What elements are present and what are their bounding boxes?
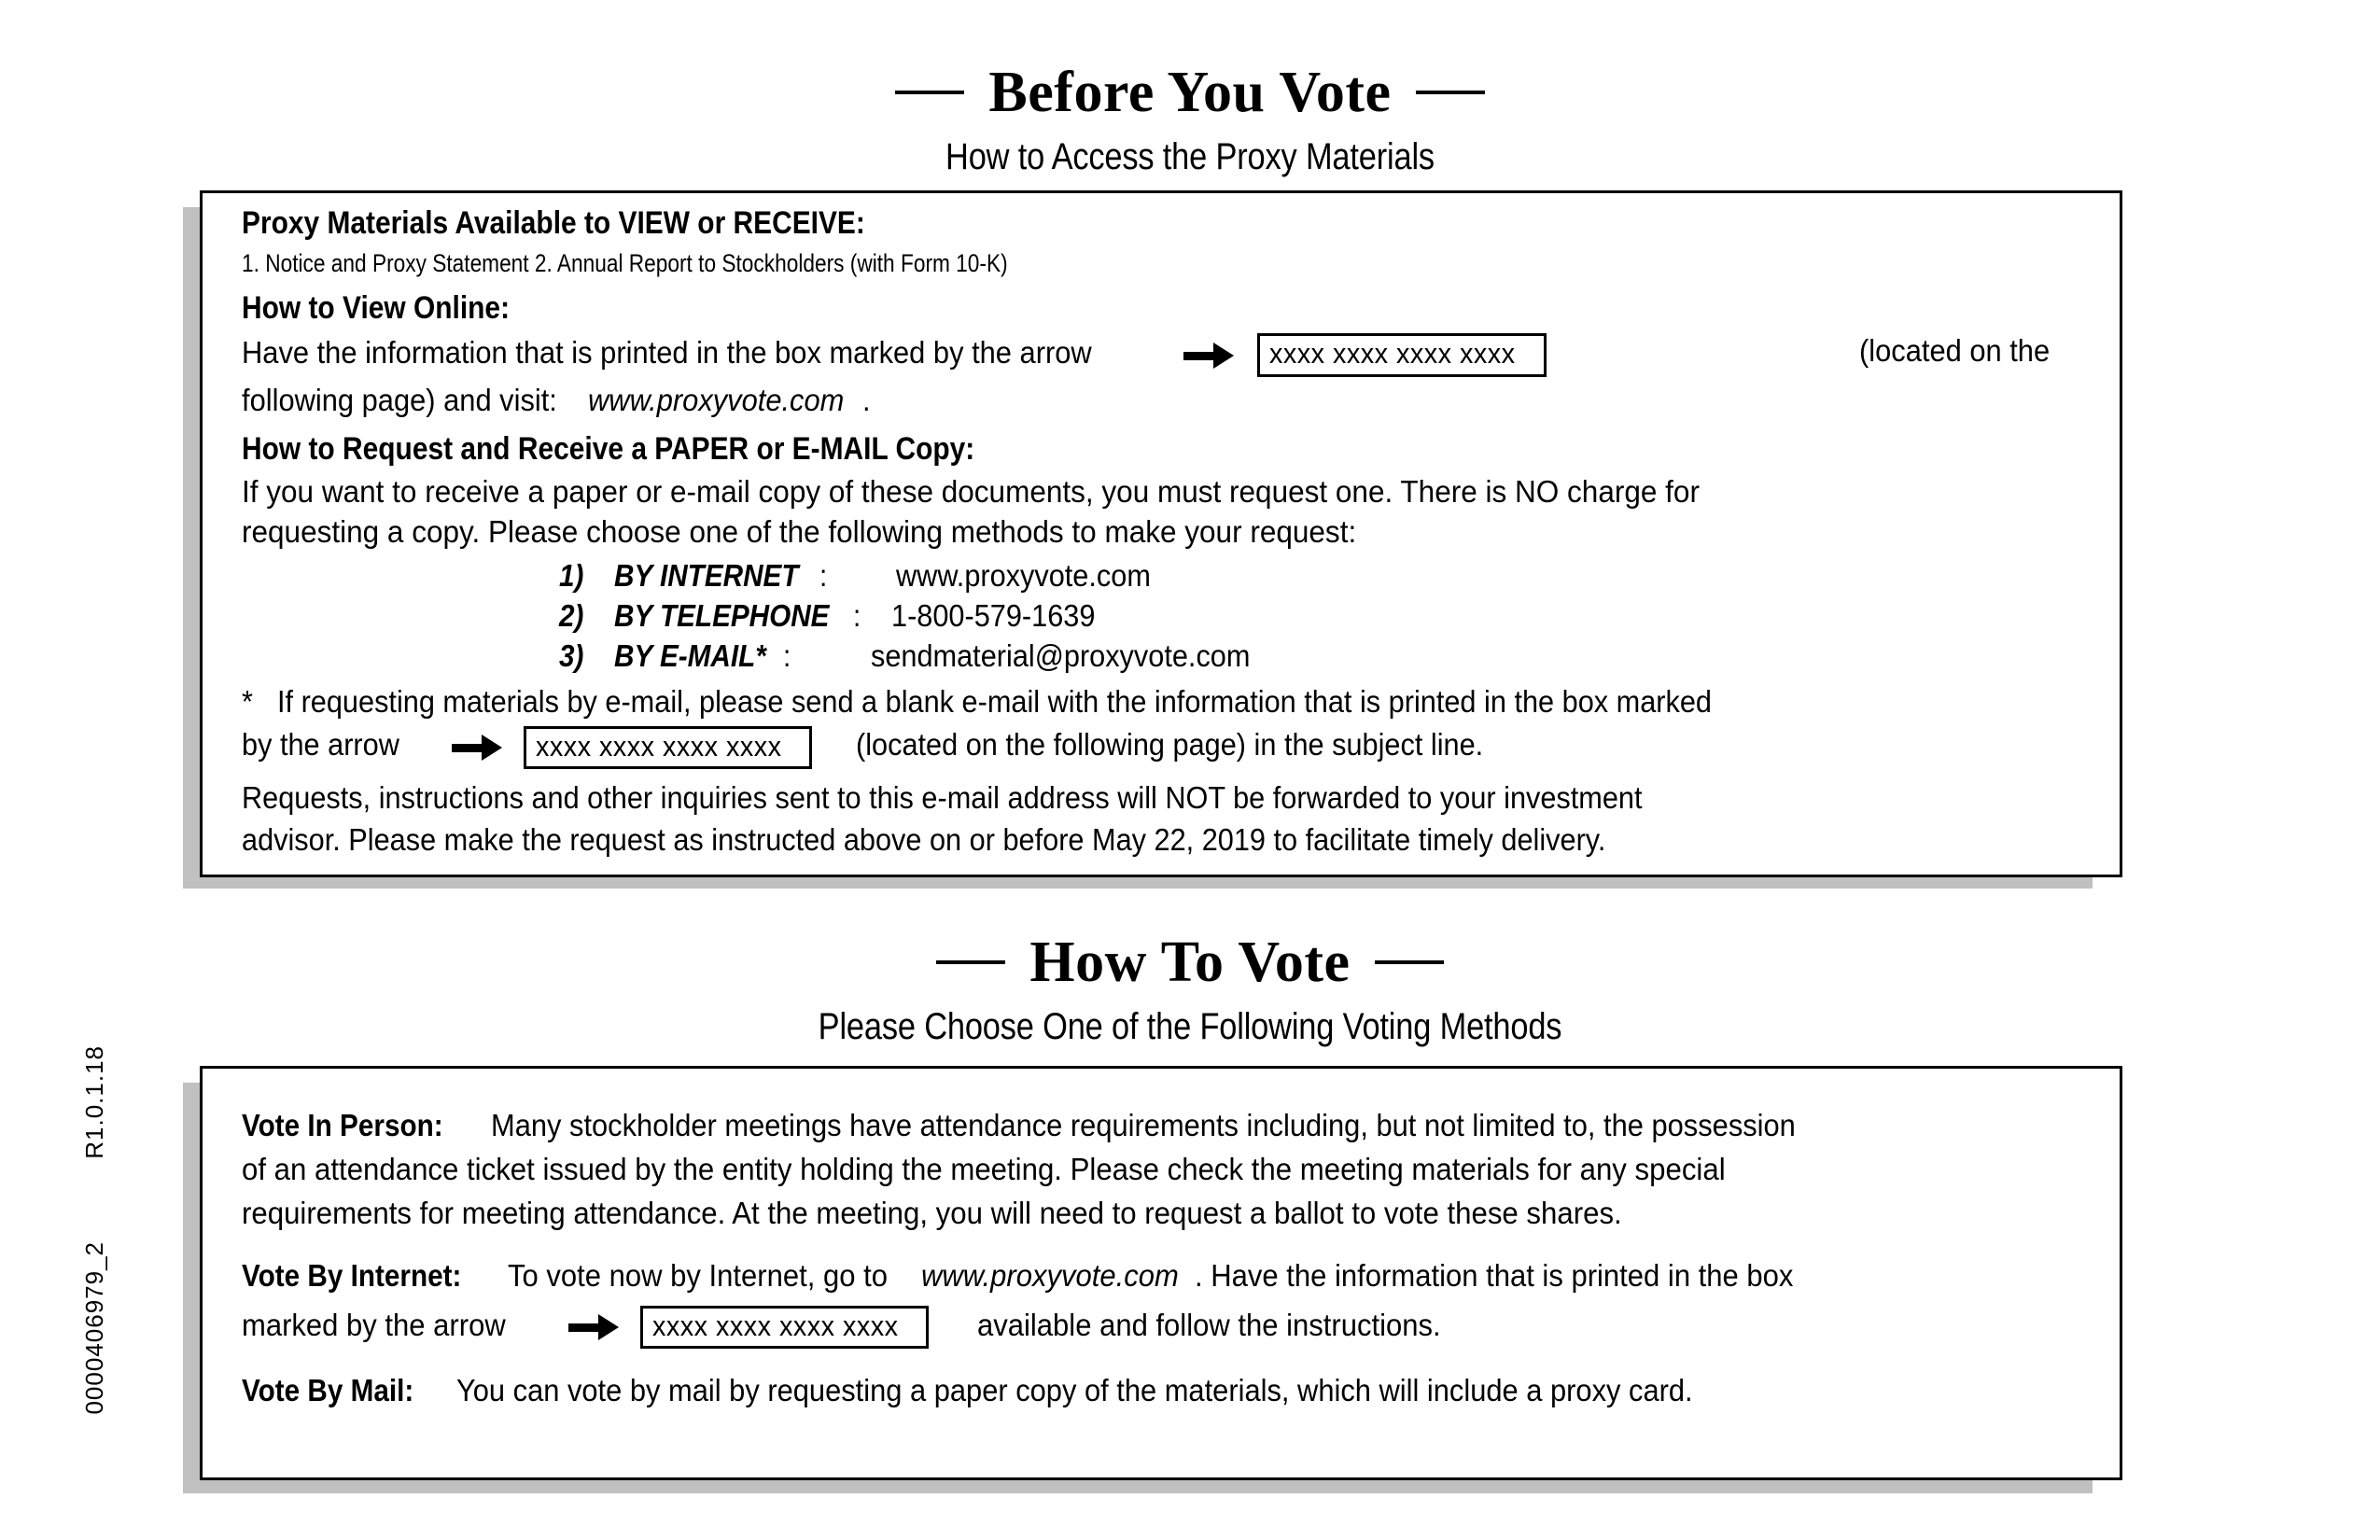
vote-by-internet-line-1-suffix: . Have the information that is printed in the box [1195,1257,1794,1293]
view-online-heading: How to View Online: [242,290,511,327]
vote-in-person-line-1: Many stockholder meetings have attendance requirements including, but not limited to, the possession [490,1108,1796,1142]
vote-by-internet-line-2-suffix: available and follow the instructions. [976,1307,1441,1342]
available-items: 1. Notice and Proxy Statement 2. Annual Report to Stockholders (with Form 10-K) [242,249,1008,278]
control-number-box-email: xxxx xxxx xxxx xxxx [524,726,812,769]
title-rule-left [936,960,1005,964]
footnote-line-2-suffix: (located on the following page) in the subject line. [856,727,1484,763]
title-rule-left [895,91,964,94]
closing-line-1: Requests, instructions and other inquiries sent to this e-mail address will NOT be forwarded to your investment [242,779,1643,815]
document-serial-code: 0000406979_2 [80,1241,108,1415]
proxyvote-url-by-internet[interactable]: www.proxyvote.com [920,1257,1179,1293]
right-arrow-icon [568,1313,619,1341]
view-online-line2-suffix: . [861,382,871,417]
method-row [559,598,2095,635]
title-rule-right [1416,91,1485,94]
view-online-line2-prefix: following page) and visit: [242,382,557,417]
proxy-materials-box [200,190,2122,877]
closing-line-2: advisor. Please make the request as instructed above on or before May 22, 2019 to facilitate timely delivery. [242,821,1606,857]
view-online-line1-suffix: (located on the [1858,333,2050,369]
voting-methods-box [200,1066,2122,1480]
request-methods-list [559,558,2095,675]
method-colon: : [853,597,861,633]
before-you-vote-title [0,61,2380,124]
vote-in-person-line-2: of an attendance ticket issued by the entity holding the meeting. Please check the meeting materials for any special [242,1151,1726,1186]
footnote-marker: * [242,683,253,719]
method-number: 3) [559,637,584,673]
method-label: BY TELEPHONE [614,597,830,633]
vote-by-internet-label: Vote By Internet: [242,1257,462,1293]
method-number: 2) [559,597,584,633]
method-row [559,558,2095,595]
footnote-line-2-prefix: by the arrow [242,727,399,763]
how-to-vote-subtitle: Please Choose One of the Following Voting Methods [818,1006,1562,1047]
vote-in-person-line-3: requirements for meeting attendance. At the meeting, you will need to request a ballot to vote these shares. [242,1195,1622,1230]
vote-by-internet-line-2-prefix: marked by the arrow [242,1307,506,1342]
vote-by-mail-text: You can vote by mail by requesting a paper copy of the materials, which will include a proxy card. [455,1372,1693,1407]
title-rule-right [1375,960,1444,964]
document-revision-code: R1.0.1.18 [80,1045,108,1159]
before-you-vote-title-text: Before You Vote [988,61,1392,124]
method-colon: : [783,637,791,673]
method-row [559,638,2095,675]
view-online-line1-text: Have the information that is printed in the box marked by the arrow [242,335,1092,371]
control-number-box-by-internet: xxxx xxxx xxxx xxxx [640,1306,929,1349]
vote-by-internet-block [242,1258,2095,1349]
control-number-box-view-online: xxxx xxxx xxxx xxxx [1257,333,1546,376]
method-number: 1) [559,557,584,593]
vote-in-person-block [242,1108,2095,1232]
right-arrow-icon [452,734,502,762]
vote-by-mail-block [242,1373,2095,1409]
request-heading: How to Request and Receive a PAPER or E-MAIL Copy: [242,430,975,467]
request-line-1: If you want to receive a paper or e-mail copy of these documents, you must request one. There is NO charge for [242,473,1700,509]
vote-by-internet-line-1-prefix: To vote now by Internet, go to [507,1257,888,1293]
footnote-line-1: If requesting materials by e-mail, please send a blank e-mail with the information that is printed in the box marked [277,683,1713,719]
how-to-vote-title-text: How To Vote [1029,931,1351,994]
right-arrow-icon [1183,342,1234,370]
method-label: BY E-MAIL* [614,637,766,673]
method-label: BY INTERNET [614,557,799,593]
method-value-internet[interactable]: www.proxyvote.com [895,557,1151,593]
method-value-telephone[interactable]: 1-800-579-1639 [890,597,1096,633]
method-colon: : [819,557,827,593]
available-heading: Proxy Materials Available to VIEW or RECEIVE: [242,205,865,241]
vote-by-mail-label: Vote By Mail: [242,1372,414,1407]
method-value-email[interactable]: sendmaterial@proxyvote.com [871,637,1251,673]
how-to-vote-title [0,931,2380,994]
proxyvote-url-view-online[interactable]: www.proxyvote.com [588,382,845,417]
request-line-2: requesting a copy. Please choose one of the following methods to make your request: [242,513,1357,549]
vote-in-person-label: Vote In Person: [242,1108,443,1142]
email-footnote [242,684,2095,769]
request-paragraph [242,474,2095,551]
closing-paragraph [242,780,2095,859]
before-you-vote-subtitle: How to Access the Proxy Materials [945,136,1435,177]
view-online-paragraph [242,333,2095,418]
